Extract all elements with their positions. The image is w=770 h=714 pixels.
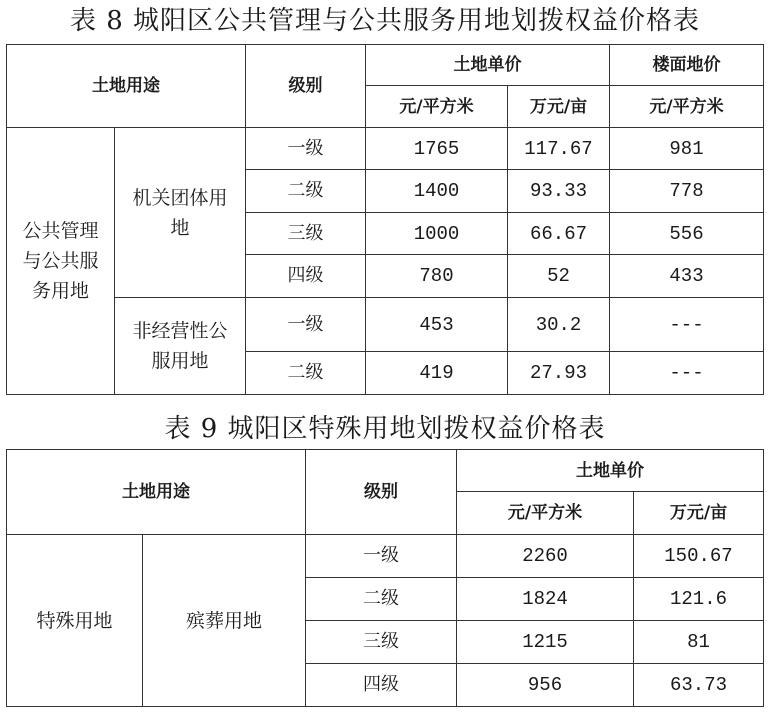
group-cell: 殡葬用地 <box>143 535 306 707</box>
grade-cell: 二级 <box>246 170 366 213</box>
price-sqm-cell: 419 <box>366 352 508 395</box>
grade-cell: 三级 <box>306 621 457 664</box>
floor-price-cell: --- <box>610 352 764 395</box>
price-mu-cell: 52 <box>508 255 610 298</box>
header-land-unit-price: 土地单价 <box>457 450 764 492</box>
grade-cell: 二级 <box>306 578 457 621</box>
floor-price-cell: 556 <box>610 213 764 255</box>
floor-price-cell: --- <box>610 298 764 352</box>
header-unit-mu: 万元/亩 <box>508 86 610 128</box>
grade-cell: 一级 <box>246 128 366 170</box>
price-sqm-cell: 1000 <box>366 213 508 255</box>
price-mu-cell: 63.73 <box>634 664 764 707</box>
grade-cell: 一级 <box>246 298 366 352</box>
header-land-use: 土地用途 <box>7 45 246 128</box>
price-sqm-cell: 1824 <box>457 578 634 621</box>
grade-cell: 四级 <box>246 255 366 298</box>
price-mu-cell: 81 <box>634 621 764 664</box>
header-grade: 级别 <box>306 450 457 535</box>
header-grade: 级别 <box>246 45 366 128</box>
grade-cell: 四级 <box>306 664 457 707</box>
grade-cell: 一级 <box>306 535 457 578</box>
header-unit-sqm: 元/平方米 <box>366 86 508 128</box>
table9 <box>6 449 764 707</box>
category-cell: 特殊用地 <box>7 535 143 707</box>
price-mu-cell: 117.67 <box>508 128 610 170</box>
price-mu-cell: 150.67 <box>634 535 764 578</box>
table-row <box>7 128 764 170</box>
category-cell: 公共管理与公共服务用地 <box>7 128 115 395</box>
group-cell: 机关团体用地 <box>115 128 246 298</box>
group-cell: 非经营性公服用地 <box>115 298 246 395</box>
header-unit-floor: 元/平方米 <box>610 86 764 128</box>
table-row <box>7 298 764 352</box>
header-land-unit-price: 土地单价 <box>366 45 610 86</box>
table8-title: 表 8 城阳区公共管理与公共服务用地划拨权益价格表 <box>69 6 701 36</box>
price-sqm-cell: 1215 <box>457 621 634 664</box>
price-sqm-cell: 2260 <box>457 535 634 578</box>
price-mu-cell: 66.67 <box>508 213 610 255</box>
price-mu-cell: 27.93 <box>508 352 610 395</box>
grade-cell: 二级 <box>246 352 366 395</box>
table-row <box>7 535 764 578</box>
floor-price-cell: 981 <box>610 128 764 170</box>
header-unit-sqm: 元/平方米 <box>457 492 634 535</box>
header-land-use: 土地用途 <box>7 450 306 535</box>
price-mu-cell: 93.33 <box>508 170 610 213</box>
price-sqm-cell: 1400 <box>366 170 508 213</box>
price-sqm-cell: 1765 <box>366 128 508 170</box>
grade-cell: 三级 <box>246 213 366 255</box>
price-sqm-cell: 780 <box>366 255 508 298</box>
table8 <box>6 44 764 395</box>
price-sqm-cell: 956 <box>457 664 634 707</box>
price-mu-cell: 121.6 <box>634 578 764 621</box>
header-floor-price: 楼面地价 <box>610 45 764 86</box>
floor-price-cell: 433 <box>610 255 764 298</box>
price-mu-cell: 30.2 <box>508 298 610 352</box>
floor-price-cell: 778 <box>610 170 764 213</box>
table9-title: 表 9 城阳区特殊用地划拨权益价格表 <box>164 414 606 444</box>
price-sqm-cell: 453 <box>366 298 508 352</box>
header-unit-mu: 万元/亩 <box>634 492 764 535</box>
